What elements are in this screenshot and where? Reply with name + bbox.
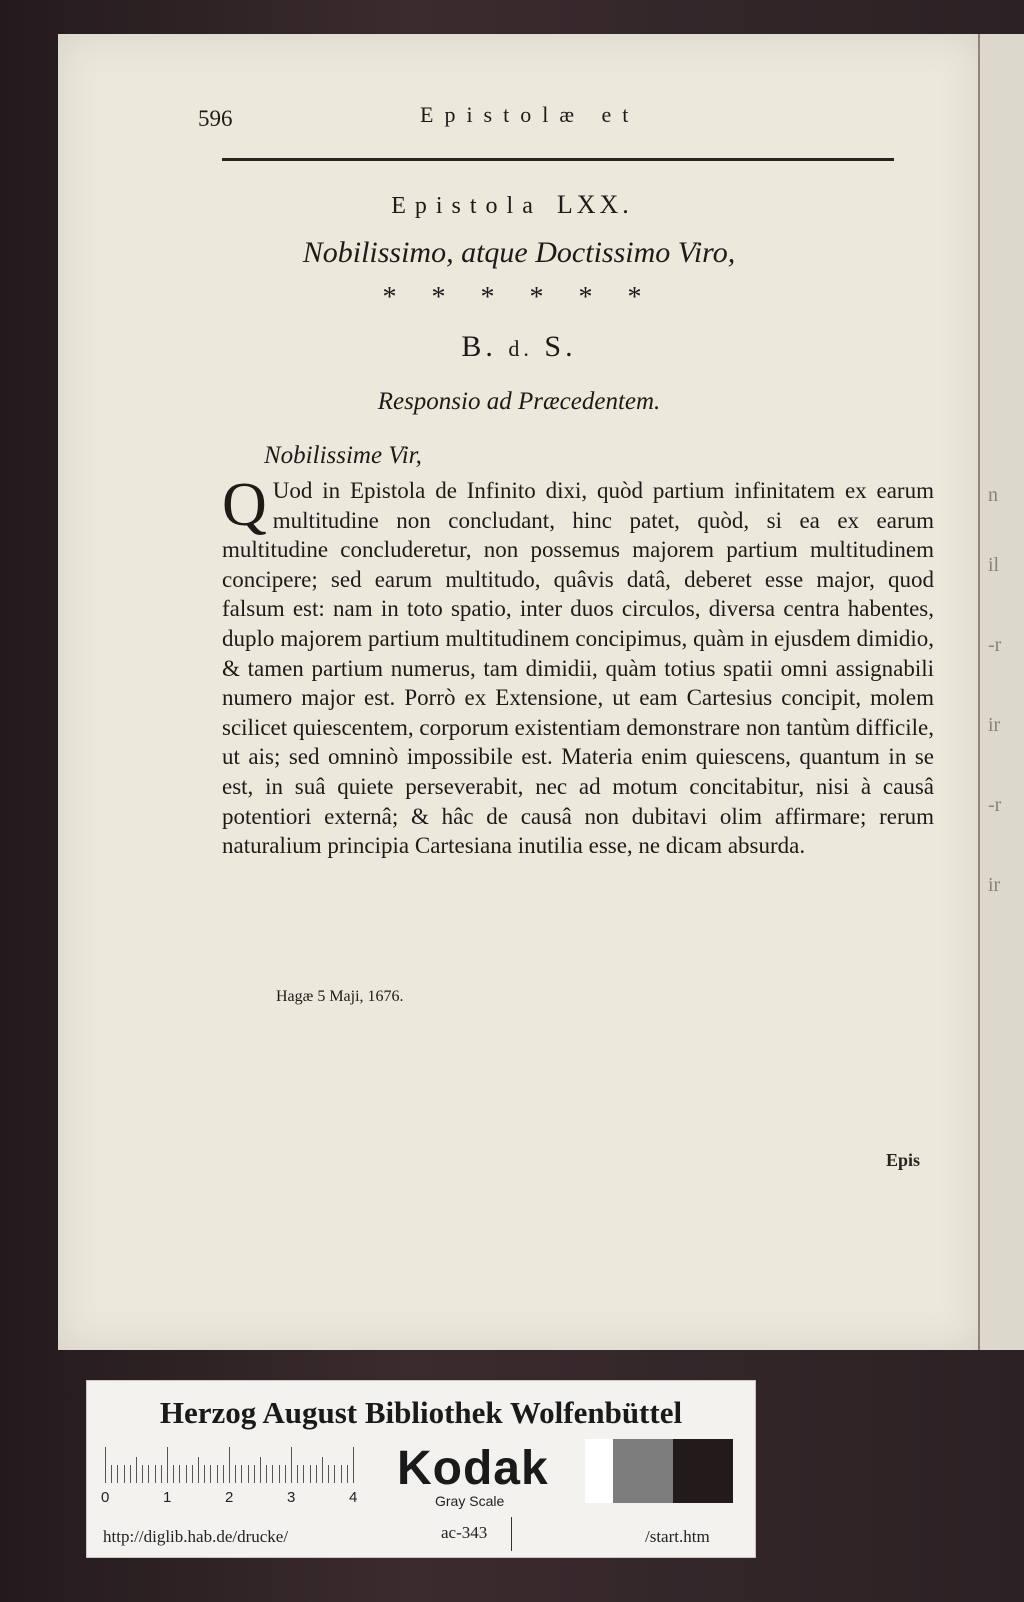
scale-number: 3 xyxy=(287,1489,296,1506)
ruler-tick xyxy=(186,1465,187,1483)
ruler-tick xyxy=(241,1465,242,1483)
measurement-ruler xyxy=(105,1445,375,1483)
ruler-tick xyxy=(285,1465,286,1483)
ruler-tick xyxy=(279,1465,280,1483)
shelf-code: ac-343 xyxy=(441,1523,488,1542)
ruler-tick xyxy=(316,1465,317,1483)
library-name: Herzog August Bibliothek Wolfenbüttel xyxy=(159,1395,683,1430)
letter-subtitle: Responsio ad Præcedentem. xyxy=(377,388,661,415)
ruler-tick xyxy=(124,1465,125,1483)
ruler-tick xyxy=(347,1465,348,1483)
ruler-tick xyxy=(328,1465,329,1483)
facing-page-edge: n il -r ir -r ir xyxy=(978,34,1024,1350)
catchword: Epis xyxy=(886,1150,921,1170)
kodak-logo: Kodak xyxy=(397,1442,549,1495)
ruler-tick xyxy=(111,1465,112,1483)
ruler-tick xyxy=(204,1465,205,1483)
ruler-tick xyxy=(266,1465,267,1483)
ruler-tick xyxy=(210,1465,211,1483)
gray-swatch-mid xyxy=(613,1439,673,1503)
author-initials xyxy=(58,330,980,364)
ruler-tick xyxy=(260,1457,261,1483)
ruler-tick xyxy=(192,1465,193,1483)
ruler-tick xyxy=(167,1447,168,1483)
ruler-tick xyxy=(334,1465,335,1483)
scale-number: 4 xyxy=(349,1489,358,1506)
addressee-line: Nobilissimo, atque Doctissimo Viro, xyxy=(302,236,736,269)
ruler-tick xyxy=(142,1465,143,1483)
header-rule xyxy=(222,158,894,161)
ruler-tick xyxy=(155,1465,156,1483)
gray-scale-label: Gray Scale xyxy=(435,1493,505,1509)
ruler-tick xyxy=(291,1447,292,1483)
letter-body xyxy=(222,471,934,861)
ruler-tick xyxy=(161,1465,162,1483)
library-color-card xyxy=(86,1380,756,1558)
page-number: 596 xyxy=(198,106,233,131)
dateline: Hagæ 5 Maji, 1676. xyxy=(276,988,404,1005)
letter-heading xyxy=(0,190,1024,220)
body-text: Uod in Epistola de Infinito dixi, quòd partium infinitatem ex earum multitudine non concludant, hinc patet, quòd, si ea ex earum multitudine concluderetur, non possemus majorem partium multitudinem concipere; sed earum multitudo, quâvis datâ, deberet esse major, quod falsum est: nam in toto spatio, inter duos circulos, diversa centra habentes, duplo majorem partium multitudinem concipimus, quàm in ejusdem dimidio, & tamen partium numerus, tam dimidii, quàm totius spatii omni assignabili numero major est. Porrò ex Extensione, ut eam Cartesius concipit, molem scilicet quiescentem, corporum existentiam demonstrare non tantùm difficile, ut ais; sed omninò impossibile est. Materia enim quiescens, quantum in se est, in suâ quiete perseverabit, nec ad motum concitabitur, nisi à causâ potentiori externâ; & hâc de causâ non dubitavi olim affirmare; rerum naturalium principia Cartesiana inutilia esse, ne dicam absurda. xyxy=(222,478,934,859)
initial-d: d. xyxy=(508,336,533,361)
ruler-tick xyxy=(235,1465,236,1483)
letter-label: Epistola xyxy=(391,193,542,219)
ruler-tick xyxy=(105,1447,106,1483)
ruler-tick xyxy=(223,1465,224,1483)
library-url: http://diglib.hab.de/drucke/ xyxy=(103,1527,289,1546)
scale-number: 1 xyxy=(163,1489,172,1506)
ruler-tick xyxy=(173,1465,174,1483)
ruler-tick xyxy=(272,1465,273,1483)
divider xyxy=(511,1517,512,1551)
initial-s: S. xyxy=(544,330,577,363)
ruler-tick xyxy=(310,1465,311,1483)
ruler-tick xyxy=(303,1465,304,1483)
letter-number: LXX. xyxy=(556,190,633,219)
asterisk-ornament: * * * * * * xyxy=(382,282,656,313)
ruler-tick xyxy=(148,1465,149,1483)
drop-cap: Q xyxy=(222,471,267,539)
salutation: Nobilissime Vir, xyxy=(264,442,422,469)
ruler-tick xyxy=(229,1447,230,1483)
ruler-tick xyxy=(179,1465,180,1483)
ruler-tick xyxy=(297,1465,298,1483)
running-title: Epistolæ et xyxy=(420,102,640,127)
running-head xyxy=(198,100,898,134)
initial-b: B. xyxy=(461,330,497,363)
scale-number: 0 xyxy=(101,1489,110,1506)
ruler-tick xyxy=(353,1447,354,1483)
ruler-tick xyxy=(117,1465,118,1483)
gray-swatch-dark xyxy=(673,1439,733,1503)
ruler-tick xyxy=(322,1457,323,1483)
ruler-tick xyxy=(248,1465,249,1483)
ruler-tick xyxy=(341,1465,342,1483)
url-suffix: /start.htm xyxy=(645,1527,710,1546)
ruler-tick xyxy=(217,1465,218,1483)
scale-numbers xyxy=(101,1489,391,1511)
ruler-tick xyxy=(130,1465,131,1483)
ruler-tick xyxy=(136,1457,137,1483)
ruler-tick xyxy=(198,1457,199,1483)
ruler-tick xyxy=(254,1465,255,1483)
scale-number: 2 xyxy=(225,1489,234,1506)
